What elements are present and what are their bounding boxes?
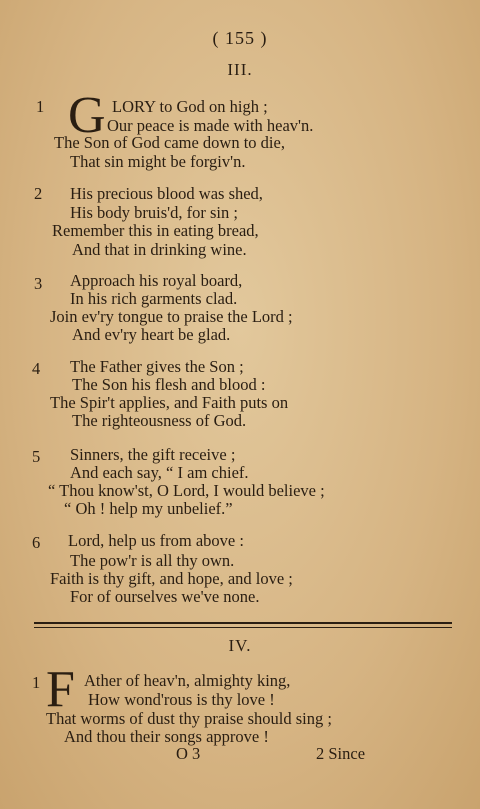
drop-cap: G (68, 87, 106, 144)
page-number: ( 155 ) (212, 28, 268, 48)
verse-line: That worms of dust thy praise should sing ; (46, 709, 332, 728)
verse-line: And thou their songs approve ! (64, 727, 269, 746)
hymn-3-heading: III. (227, 60, 253, 79)
stanza-number: 2 (34, 184, 43, 203)
verse-line: Our peace is made with heav'n. (107, 116, 314, 135)
verse-line: That sin might be forgiv'n. (70, 152, 246, 171)
verse-line: The Son his flesh and blood : (72, 375, 266, 394)
stanza-number: 3 (34, 274, 43, 293)
verse-line: Faith is thy gift, and hope, and love ; (50, 569, 293, 588)
verse-line: Remember this in eating bread, (52, 221, 259, 240)
verse-line: Join ev'ry tongue to praise the Lord ; (50, 307, 293, 326)
section-rule-thin (34, 627, 452, 628)
verse-line: Approach his royal board, (70, 271, 243, 290)
verse-line: The Son of God came down to die, (54, 133, 285, 152)
verse-line: And ev'ry heart be glad. (72, 325, 231, 344)
verse-line: Lord, help us from above : (68, 531, 244, 550)
stanza-number: 5 (32, 447, 41, 466)
hymn-4-heading: IV. (228, 636, 252, 655)
stanza-number: 4 (32, 359, 41, 378)
verse-line: In his rich garments clad. (70, 289, 238, 308)
stanza-number: 1 (32, 673, 41, 692)
verse-line: Ather of heav'n, almighty king, (84, 671, 291, 690)
verse-line: The pow'r is all thy own. (70, 551, 235, 570)
verse-line: The Father gives the Son ; (70, 357, 244, 376)
verse-line: The righteousness of God. (72, 411, 247, 430)
drop-cap: F (46, 661, 75, 718)
verse-line: His precious blood was shed, (70, 184, 263, 203)
verse-line: “ Oh ! help my unbelief.” (64, 499, 233, 518)
catchword: 2 Since (316, 744, 366, 763)
signature-mark: O 3 (176, 744, 201, 763)
stanza-number: 1 (36, 97, 45, 116)
verse-line: For of ourselves we've none. (70, 587, 260, 606)
stanza-number: 6 (32, 533, 41, 552)
verse-line: Sinners, the gift receive ; (70, 445, 236, 464)
verse-line: And each say, “ I am chief. (70, 463, 249, 482)
verse-line: LORY to God on high ; (112, 97, 268, 116)
verse-line: And that in drinking wine. (72, 240, 247, 259)
verse-line: “ Thou know'st, O Lord, I would believe ; (48, 481, 325, 500)
verse-line: The Spir't applies, and Faith puts on (50, 393, 289, 412)
verse-line: How wond'rous is thy love ! (88, 690, 275, 709)
verse-line: His body bruis'd, for sin ; (70, 203, 238, 222)
section-rule-thick (34, 622, 452, 624)
